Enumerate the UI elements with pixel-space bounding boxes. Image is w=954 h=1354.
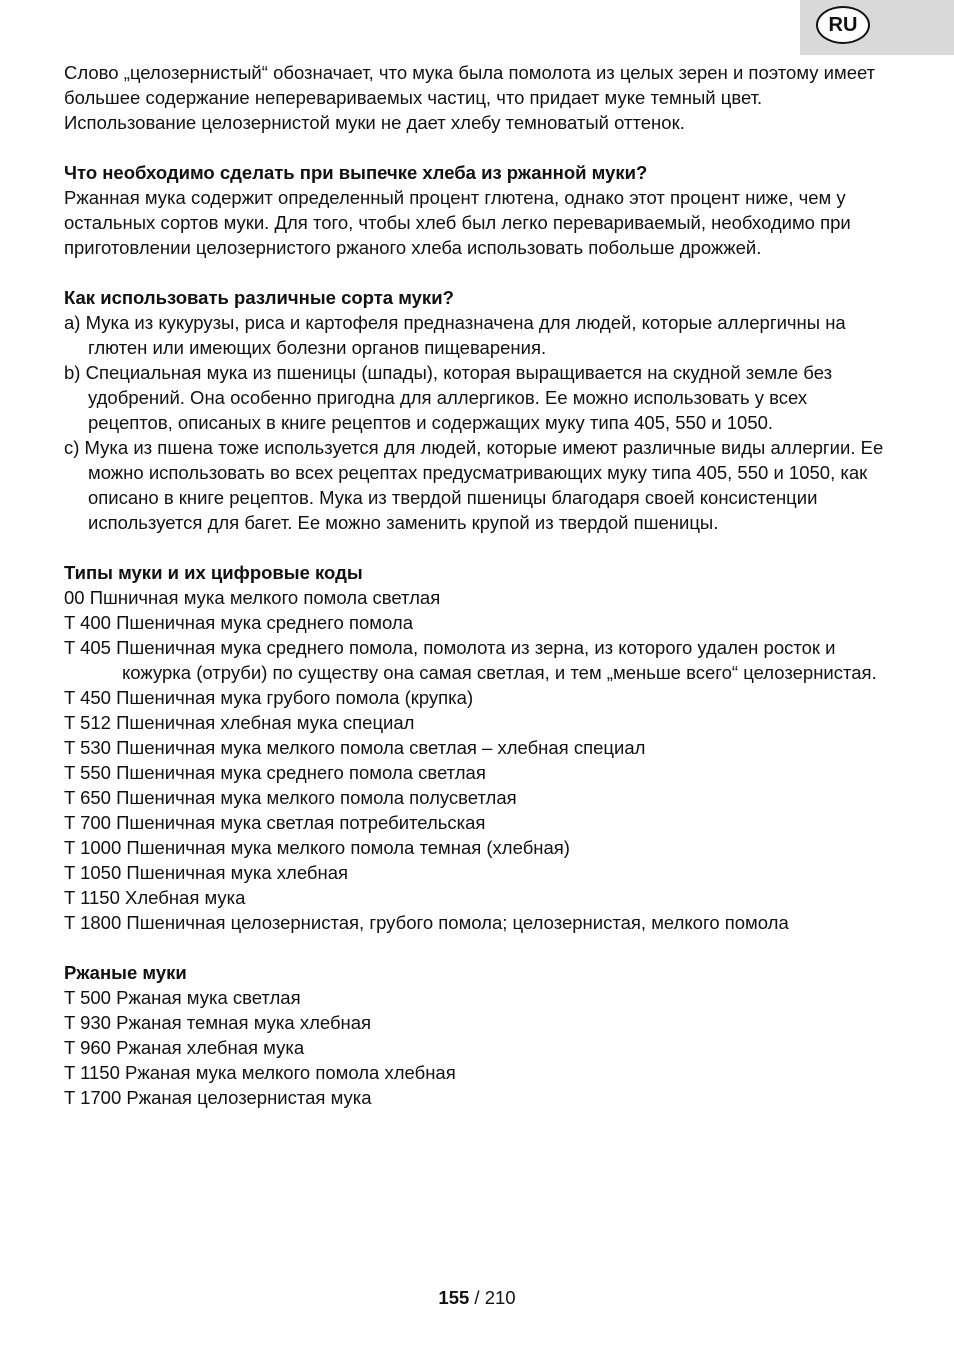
flour-type-item: T 1000 Пшеничная мука мелкого помола темная (хлебная) bbox=[64, 837, 570, 858]
total-pages: / 210 bbox=[474, 1287, 516, 1308]
usage-item-c: c) Мука из пшена тоже используется для людей, которые имеют различные виды аллергии. Ее можно использовать во всех рецептах предусматривающих муку типа 405, 550 и 1050, как описано в книге рецептов. Мука из твердой пшеницы благодаря своей консистенции используется для багет. Ее можно заменить крупой из твердой пшеницы. bbox=[64, 437, 884, 533]
flour-type-item: T 700 Пшеничная мука светлая потребительская bbox=[64, 812, 486, 833]
intro-paragraph: Слово „целозернистый“ обозначает, что мука была помолота из целых зерен и поэтому имеет большее содержание неперевариваемых частиц, что придает муке темный цвет. Использование целозернистой муки не дает хлебу темноватый оттенок. bbox=[64, 62, 876, 133]
language-tab bbox=[800, 0, 954, 55]
flour-type-item: T 650 Пшеничная мука мелкого помола полусветлая bbox=[64, 787, 517, 808]
flour-type-item: T 405 Пшеничная мука среднего помола, помолота из зерна, из которого удален росток и кожурка (отруби) по существу она самая светлая, и тем „меньше всего“ целозернистая. bbox=[64, 637, 877, 683]
flour-type-item: T 550 Пшеничная мука среднего помола светлая bbox=[64, 762, 486, 783]
rye-section-title: Что необходимо сделать при выпечке хлеба из ржанной муки? bbox=[64, 162, 648, 183]
usage-item-b: b) Специальная мука из пшеницы (шпады), которая выращивается на скудной земле без удобрений. Она особенно пригодна для аллергиков. Ее можно использовать у всех рецептов, описаных в книге рецептов и содержащих муку типа 405, 550 и 1050. bbox=[64, 362, 833, 433]
rye-type-item: T 960 Ржаная хлебная мука bbox=[64, 1037, 305, 1058]
rye-section-text: Ржанная мука содержит определенный процент глютена, однако этот процент ниже, чем у остальных сортов муки. Для того, чтобы хлеб был легко перевариваемый, необходимо при приготовлении целозернистого ржаного хлеба использовать побольше дрожжей. bbox=[64, 187, 851, 258]
page-content bbox=[64, 60, 894, 1110]
rye-type-item: T 930 Ржаная темная мука хлебная bbox=[64, 1012, 372, 1033]
flour-type-item: T 1150 Хлебная мука bbox=[64, 887, 246, 908]
rye-type-item: T 500 Ржаная мука светлая bbox=[64, 987, 301, 1008]
flour-type-item: T 512 Пшеничная хлебная мука специал bbox=[64, 712, 415, 733]
rye-types-title: Ржаные муки bbox=[64, 962, 187, 983]
flour-type-item: T 1800 Пшеничная целозернистая, грубого помола; целозернистая, мелкого помола bbox=[64, 912, 789, 933]
usage-item-a: a) Мука из кукурузы, риса и картофеля предназначена для людей, которые аллергичны на глютен или имеющих болезни органов пищеварения. bbox=[64, 312, 846, 358]
rye-type-item: T 1700 Ржаная целозернистая мука bbox=[64, 1087, 372, 1108]
flour-type-item: T 530 Пшеничная мука мелкого помола светлая – хлебная специал bbox=[64, 737, 646, 758]
flour-types-title: Типы муки и их цифровые коды bbox=[64, 562, 363, 583]
current-page: 155 bbox=[438, 1287, 470, 1308]
flour-type-item: T 450 Пшеничная мука грубого помола (крупка) bbox=[64, 687, 474, 708]
page-number bbox=[0, 1285, 954, 1310]
flour-type-item: T 1050 Пшеничная мука хлебная bbox=[64, 862, 349, 883]
language-badge: RU bbox=[816, 6, 870, 44]
flour-type-item: 00 Пшничная мука мелкого помола светлая bbox=[64, 587, 441, 608]
rye-type-item: T 1150 Ржаная мука мелкого помола хлебная bbox=[64, 1062, 456, 1083]
usage-section-title: Как использовать различные сорта муки? bbox=[64, 287, 454, 308]
flour-type-item: T 400 Пшеничная мука среднего помола bbox=[64, 612, 413, 633]
